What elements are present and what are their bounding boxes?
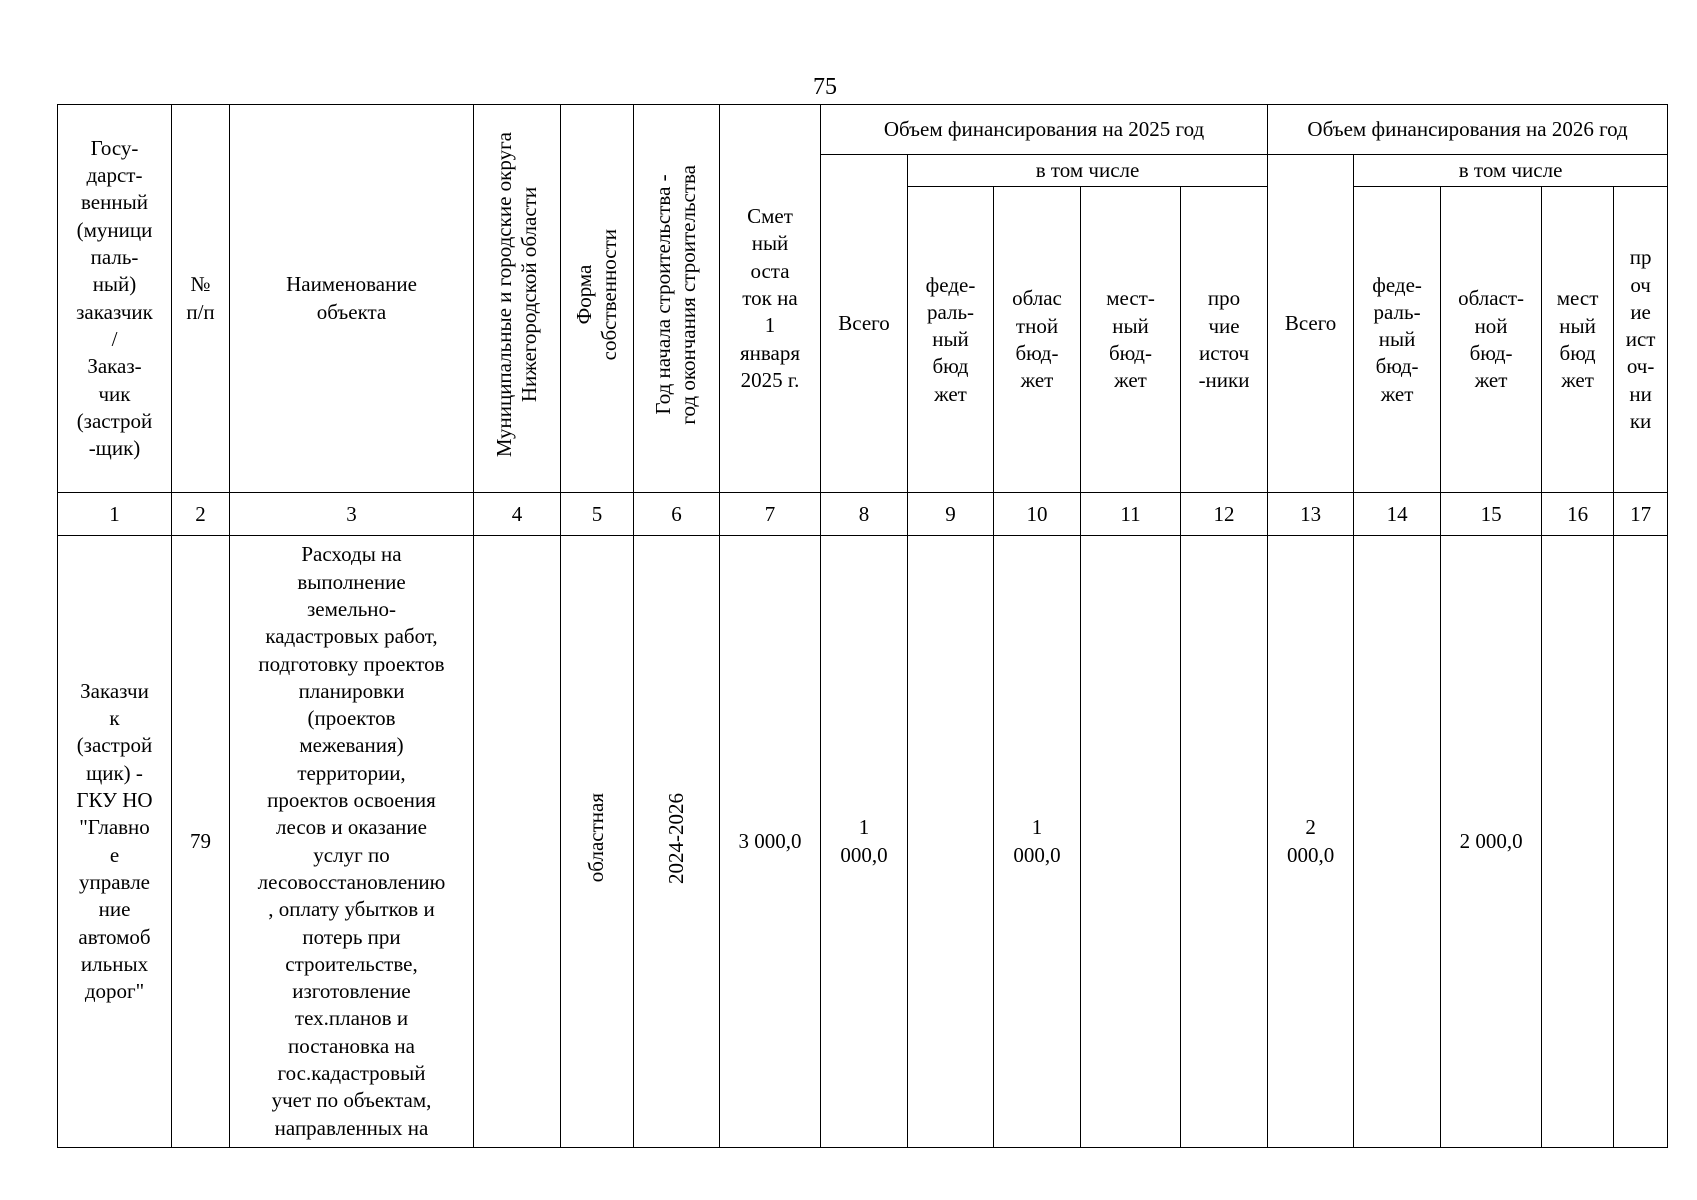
cell-regional-2026: 2 000,0 [1441,536,1542,1148]
cell-federal-2026 [1354,536,1441,1148]
column-number: 9 [908,493,994,536]
column-number: 16 [1542,493,1614,536]
header-other-2025: про чие источ -ники [1181,187,1268,493]
header-regional-2026: област- ной бюд- жет [1441,187,1542,493]
cell-construction-years: 2024-2026 [634,536,720,1148]
cell-total-2025: 1 000,0 [821,536,908,1148]
header-number: № п/п [172,105,230,493]
column-number: 1 [58,493,172,536]
header-federal-2026: феде- раль- ный бюд- жет [1354,187,1441,493]
cell-districts [474,536,561,1148]
header-construction-years: Год начала строительства - год окончания строительства [634,105,720,493]
column-number: 6 [634,493,720,536]
header-regional-2025: облас тной бюд- жет [994,187,1081,493]
header-total-2026: Всего [1268,155,1354,493]
cell-other-2025 [1181,536,1268,1148]
header-local-2026: мест ный бюд жет [1542,187,1614,493]
cell-object-name: Расходы на выполнение земельно- кадастровых работ, подготовку проектов планировки (проектов межевания) территории, проектов освоения лесов и оказание услуг по лесовосстановлению , оплату убытков и потерь при строительстве, изготовление тех.планов и постановка на гос.кадастровый учет по объектам, направленных на [230,536,474,1148]
column-number: 10 [994,493,1081,536]
column-number: 13 [1268,493,1354,536]
header-object-name: Наименование объекта [230,105,474,493]
column-number: 12 [1181,493,1268,536]
header-local-2025: мест- ный бюд- жет [1081,187,1181,493]
header-financing-2026: Объем финансирования на 2026 год [1268,105,1668,155]
cell-estimated-remainder: 3 000,0 [720,536,821,1148]
header-estimated-remainder: Смет ный оста ток на 1 января 2025 г. [720,105,821,493]
header-financing-2025: Объем финансирования на 2025 год [821,105,1268,155]
cell-regional-2025: 1 000,0 [994,536,1081,1148]
column-number: 17 [1614,493,1668,536]
column-number: 5 [561,493,634,536]
cell-customer: Заказчи к (застрой щик) - ГКУ НО "Главно е управле ние автомоб ильных дорог" [58,536,172,1148]
cell-other-2026 [1614,536,1668,1148]
header-other-2026: пр оч ие ист оч- ни ки [1614,187,1668,493]
header-districts: Муниципальные и городские округа Нижегородской области [474,105,561,493]
column-number-row [58,493,1668,536]
header-total-2025: Всего [821,155,908,493]
header-including-2026: в том числе [1354,155,1668,187]
column-number: 2 [172,493,230,536]
cell-local-2026 [1542,536,1614,1148]
column-number: 14 [1354,493,1441,536]
column-number: 4 [474,493,561,536]
column-number: 11 [1081,493,1181,536]
header-ownership: Форма собственности [561,105,634,493]
column-number: 3 [230,493,474,536]
cell-number: 79 [172,536,230,1148]
table-row [58,536,1668,1148]
column-number: 7 [720,493,821,536]
page-number: 75 [813,74,837,100]
column-number: 15 [1441,493,1542,536]
cell-local-2025 [1081,536,1181,1148]
financing-table [57,104,1668,1148]
header-including-2025: в том числе [908,155,1268,187]
cell-federal-2025 [908,536,994,1148]
cell-ownership: областная [561,536,634,1148]
header-customer: Госу- дарст- венный (муници паль- ный) заказчик / Заказ- чик (застрой -щик) [58,105,172,493]
column-number: 8 [821,493,908,536]
header-federal-2025: феде- раль- ный бюд жет [908,187,994,493]
cell-total-2026: 2 000,0 [1268,536,1354,1148]
